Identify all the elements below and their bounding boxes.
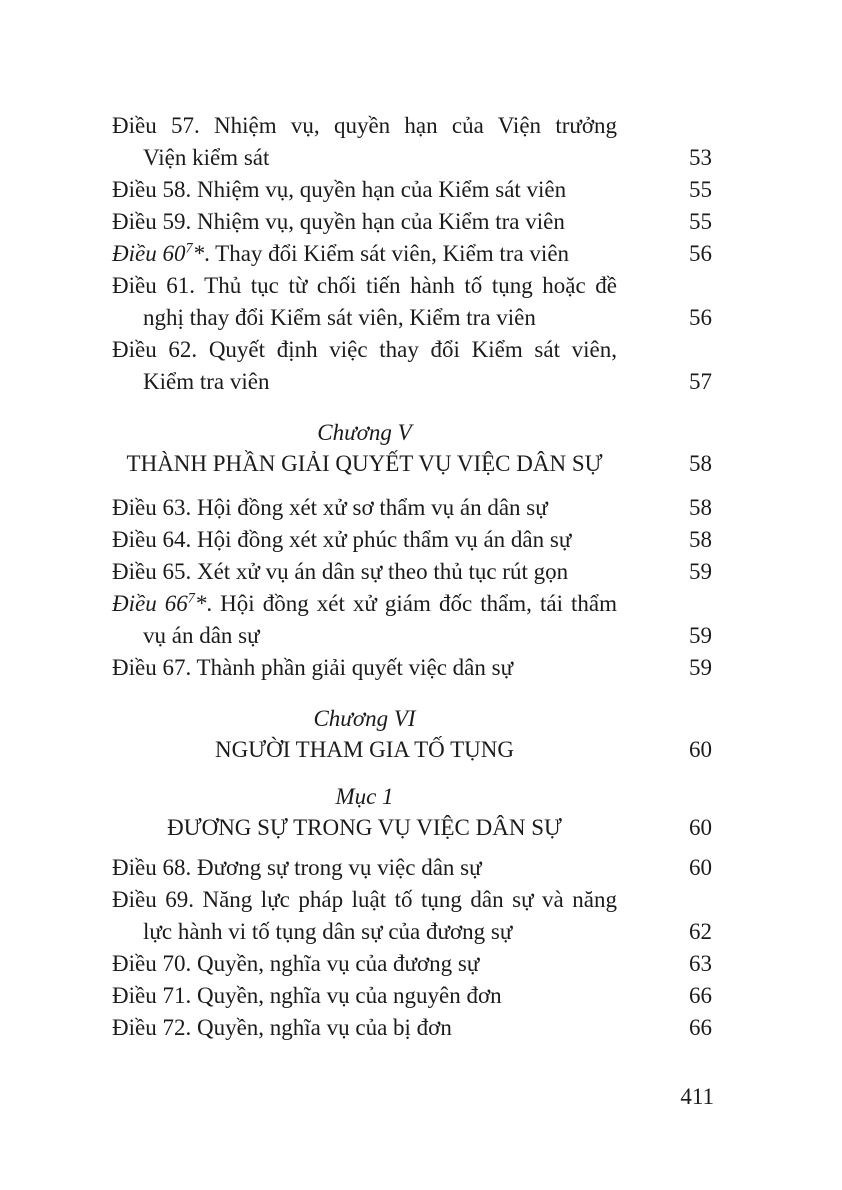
toc-entry-page-ref: 55 <box>689 177 712 202</box>
toc-entry-page-ref: 60 <box>689 855 712 880</box>
toc-entry-text <box>112 948 617 980</box>
toc-entry-page-ref: 62 <box>689 919 712 944</box>
toc-entry-text <box>112 174 617 206</box>
toc-entry-line <box>112 588 712 620</box>
toc-entry-page-ref: 56 <box>689 241 712 266</box>
toc-entry-text <box>112 980 617 1012</box>
toc-entry <box>112 492 712 524</box>
article-title-text: . Thay đổi Kiểm sát viên, Kiểm tra viên <box>204 241 570 266</box>
toc-entry <box>112 588 712 652</box>
article-number-superscript: 7 <box>185 240 193 257</box>
toc-entry-page-ref: 63 <box>689 951 712 976</box>
article-title-text: Điều 57. Nhiệm vụ, quyền hạn của Viện trưởng <box>112 113 617 138</box>
toc-entry-page-ref: 59 <box>689 623 712 648</box>
article-title-text: Điều 69. Năng lực pháp luật tố tụng dân sự và năng <box>112 887 617 912</box>
article-title-text: Điều 62. Quyết định việc thay đổi Kiểm sát viên, <box>112 337 617 362</box>
toc-entry-text <box>112 1012 617 1044</box>
toc-entry-text <box>112 334 617 366</box>
toc-entry-line <box>112 980 712 1012</box>
toc-entry-text <box>112 492 617 524</box>
heading-title-line <box>112 448 712 480</box>
toc-entry-text <box>112 110 617 142</box>
toc-chapter-heading <box>112 704 712 766</box>
heading-page-ref: 58 <box>689 451 712 476</box>
article-title-text: Điều 64. Hội đồng xét xử phúc thẩm vụ án dân sự <box>112 527 572 552</box>
article-number-superscript: 7 <box>187 590 195 607</box>
toc-entry <box>112 206 712 238</box>
article-label-italic: * <box>192 241 205 266</box>
toc-entry-line <box>112 556 712 588</box>
toc-entry <box>112 110 712 174</box>
article-title-text: Điều 70. Quyền, nghĩa vụ của đương sự <box>112 951 480 976</box>
heading-title-line <box>112 734 712 766</box>
article-title-text: Điều 71. Quyền, nghĩa vụ của nguyên đơn <box>112 983 502 1008</box>
toc-entry-line <box>112 852 712 884</box>
toc-entry-line <box>112 1012 712 1044</box>
toc-entry-page-ref: 58 <box>689 495 712 520</box>
toc-entry-text <box>112 852 617 884</box>
section-title: ĐƯƠNG SỰ TRONG VỤ VIỆC DÂN SỰ <box>167 815 562 840</box>
toc-entry-line <box>112 302 712 334</box>
article-title-text: Điều 65. Xét xử vụ án dân sự theo thủ tục rút gọn <box>112 559 569 584</box>
toc-entry-line <box>112 174 712 206</box>
toc-entry-line <box>112 142 712 174</box>
toc-entry-line <box>112 652 712 684</box>
toc-entry-page-ref: 55 <box>689 209 712 234</box>
toc-entry-text <box>112 556 617 588</box>
toc-entry-line <box>112 948 712 980</box>
toc-entry-line <box>112 916 712 948</box>
toc-entry-page-ref: 56 <box>689 305 712 330</box>
toc-entry-text <box>112 206 617 238</box>
toc-entry <box>112 980 712 1012</box>
article-title-text: Điều 67. Thành phần giải quyết việc dân sự <box>112 655 514 680</box>
toc-entry-page-ref: 58 <box>689 527 712 552</box>
toc-entry-line <box>112 334 712 366</box>
toc-entry-text-continued: lực hành vi tố tụng dân sự của đương sự <box>143 919 513 944</box>
table-of-contents <box>112 110 712 1044</box>
toc-entry-line <box>112 492 712 524</box>
article-title-text: . Hội đồng xét xử giám đốc thẩm, tái thẩm <box>206 591 617 616</box>
chapter-title: NGƯỜI THAM GIA TỐ TỤNG <box>215 737 514 762</box>
toc-entry-line <box>112 884 712 916</box>
toc-entry-line <box>112 366 712 398</box>
toc-entry-page-ref: 57 <box>689 369 712 394</box>
toc-entry-text <box>112 652 617 684</box>
toc-entry <box>112 948 712 980</box>
toc-entry <box>112 652 712 684</box>
toc-entry-page-ref: 66 <box>689 983 712 1008</box>
chapter-label: Chương V <box>317 420 412 445</box>
article-label-italic: * <box>194 591 207 616</box>
article-title-text: Điều 61. Thủ tục từ chối tiến hành tố tụng hoặc đề <box>112 273 617 298</box>
toc-entry-text <box>112 884 617 916</box>
heading-page-ref: 60 <box>689 737 712 762</box>
toc-entry-text-continued: nghị thay đổi Kiểm sát viên, Kiểm tra viên <box>143 305 536 330</box>
chapter-title: THÀNH PHẦN GIẢI QUYẾT VỤ VIỆC DÂN SỰ <box>126 451 603 476</box>
toc-entry-line <box>112 524 712 556</box>
toc-entry-text-continued: Viện kiểm sát <box>143 145 270 170</box>
toc-entry-page-ref: 66 <box>689 1015 712 1040</box>
toc-entry <box>112 174 712 206</box>
toc-entry <box>112 524 712 556</box>
toc-section-heading <box>112 782 712 844</box>
article-title-text: Điều 63. Hội đồng xét xử sơ thẩm vụ án dân sự <box>112 495 548 520</box>
article-title-text: Điều 59. Nhiệm vụ, quyền hạn của Kiểm tra viên <box>112 209 565 234</box>
toc-entry-line <box>112 238 712 270</box>
section-label: Mục 1 <box>335 784 394 809</box>
toc-entry-page-ref: 59 <box>689 559 712 584</box>
toc-entry <box>112 884 712 948</box>
heading-page-ref: 60 <box>689 815 712 840</box>
heading-title-line <box>112 812 712 844</box>
toc-entry <box>112 270 712 334</box>
toc-entry-line <box>112 270 712 302</box>
article-title-text: Điều 72. Quyền, nghĩa vụ của bị đơn <box>112 1015 452 1040</box>
toc-entry <box>112 238 712 270</box>
toc-entry-text <box>112 270 617 302</box>
toc-entry-text-continued: vụ án dân sự <box>143 623 260 648</box>
toc-entry <box>112 556 712 588</box>
article-label-italic: Điều 60 <box>112 241 186 266</box>
folio-page-number: 411 <box>680 1084 714 1109</box>
toc-entry-text <box>112 238 617 270</box>
article-title-text: Điều 68. Đương sự trong vụ việc dân sự <box>112 855 482 880</box>
toc-entry-page-ref: 53 <box>689 145 712 170</box>
toc-entry-line <box>112 620 712 652</box>
article-label-italic: Điều 66 <box>112 591 188 616</box>
toc-entry <box>112 1012 712 1044</box>
toc-chapter-heading <box>112 418 712 480</box>
toc-entry <box>112 852 712 884</box>
toc-entry-line <box>112 110 712 142</box>
toc-entry <box>112 334 712 398</box>
chapter-label: Chương VI <box>313 706 416 731</box>
toc-entry-text <box>112 588 617 620</box>
article-title-text: Điều 58. Nhiệm vụ, quyền hạn của Kiểm sát viên <box>112 177 567 202</box>
toc-entry-page-ref: 59 <box>689 655 712 680</box>
toc-entry-text <box>112 524 617 556</box>
toc-entry-line <box>112 206 712 238</box>
toc-entry-text-continued: Kiểm tra viên <box>143 369 270 394</box>
